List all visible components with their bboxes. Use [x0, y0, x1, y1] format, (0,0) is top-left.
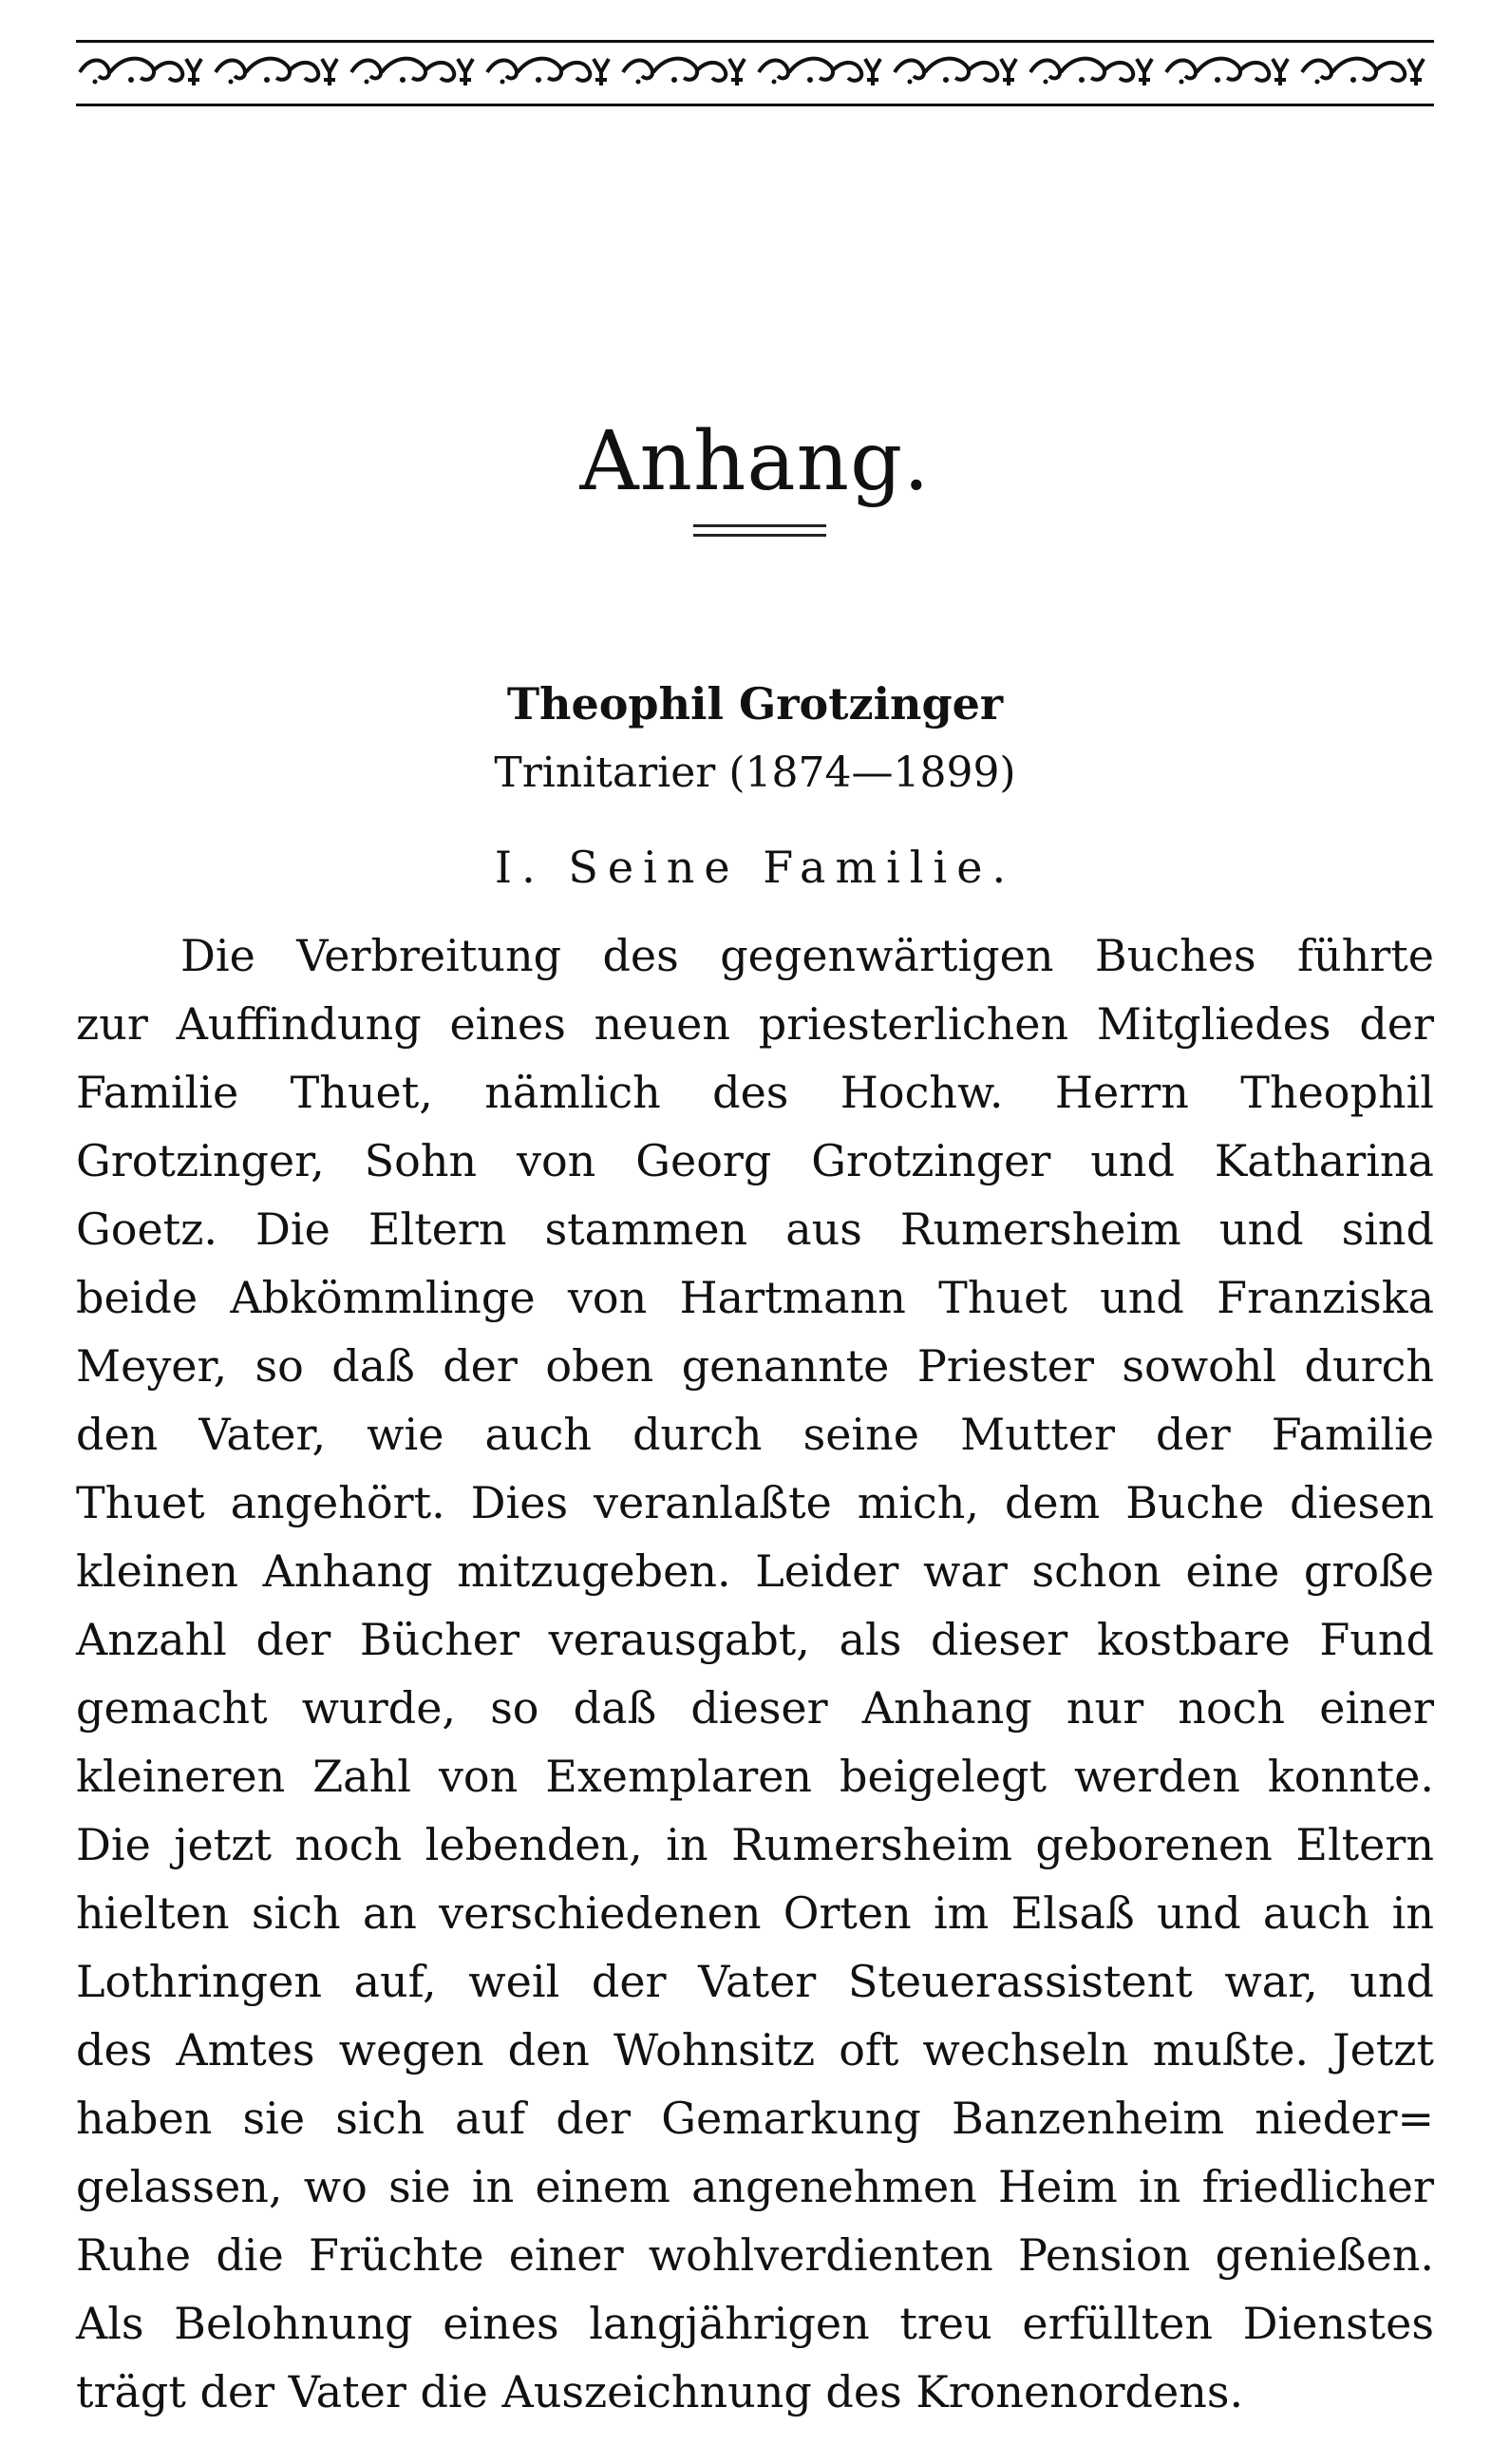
paragraph-line: den Vater, wie auch durch seine Mutter der Familie	[76, 1409, 1434, 1460]
paragraph-line: Die jetzt noch lebenden, in Rumersheim geborenen Eltern	[76, 1819, 1434, 1870]
paragraph-line: hielten sich an verschiedenen Orten im Elsaß und auch in	[76, 1887, 1434, 1939]
paragraph-line: Goetz. Die Eltern stammen aus Rumersheim und sind	[76, 1204, 1434, 1255]
paragraph-line: Als Belohnung eines langjährigen treu erfüllten Dienstes	[76, 2298, 1434, 2349]
header-rule-top	[76, 40, 1434, 43]
section-heading: I. Seine Familie.	[494, 842, 1016, 893]
paragraph-line: Ruhe die Früchte einer wohlverdienten Pension genießen.	[76, 2229, 1434, 2281]
paragraph-line: Lothringen auf, weil der Vater Steuerassistent war, und	[76, 1956, 1434, 2007]
paragraph-line: zur Auffindung eines neuen priesterlichen Mitgliedes der	[76, 998, 1434, 1050]
paragraph-line: Anzahl der Bücher verausgabt, als dieser kostbare Fund	[76, 1614, 1434, 1665]
paragraph-line: gemacht wurde, so daß dieser Anhang nur noch einer	[76, 1682, 1434, 1734]
paragraph-line: Grotzinger, Sohn von Georg Grotzinger und Katharina	[76, 1135, 1434, 1186]
paragraph-line: gelassen, wo sie in einem angenehmen Heim in friedlicher	[76, 2161, 1434, 2212]
paragraph-line: haben sie sich auf der Gemarkung Banzenheim nieder=	[76, 2093, 1434, 2144]
ornamental-header	[76, 40, 1434, 106]
paragraph-line: kleineren Zahl von Exemplaren beigelegt werden konnte.	[76, 1751, 1434, 1802]
title-divider-lower	[693, 534, 826, 537]
paragraph-line: Meyer, so daß der oben genannte Priester sowohl durch	[76, 1340, 1434, 1392]
paragraph-line: des Amtes wegen den Wohnsitz oft wechseln mußte. Jetzt	[76, 2024, 1434, 2075]
body-paragraph	[76, 921, 1434, 2426]
paragraph-line: kleinen Anhang mitzugeben. Leider war schon eine große	[76, 1545, 1434, 1597]
ornament-border-icon	[76, 51, 1434, 93]
paragraph-line: Familie Thuet, nämlich des Hochw. Herrn Theophil	[76, 1067, 1434, 1118]
page-title: Anhang.	[579, 413, 931, 509]
paragraph-line: trägt der Vater die Auszeichnung des Kronenordens.	[76, 2366, 1244, 2417]
title-divider-upper	[693, 524, 826, 527]
subject-order-dates: Trinitarier (1874—1899)	[494, 749, 1016, 797]
subject-name: Theophil Grotzinger	[506, 678, 1004, 730]
paragraph-line: beide Abkömmlinge von Hartmann Thuet und Franziska	[76, 1272, 1434, 1323]
paragraph-line: Thuet angehört. Dies veranlaßte mich, dem Buche diesen	[76, 1477, 1434, 1528]
paragraph-line: Die Verbreitung des gegenwärtigen Buches führte	[180, 930, 1434, 981]
header-rule-bottom	[76, 104, 1434, 106]
